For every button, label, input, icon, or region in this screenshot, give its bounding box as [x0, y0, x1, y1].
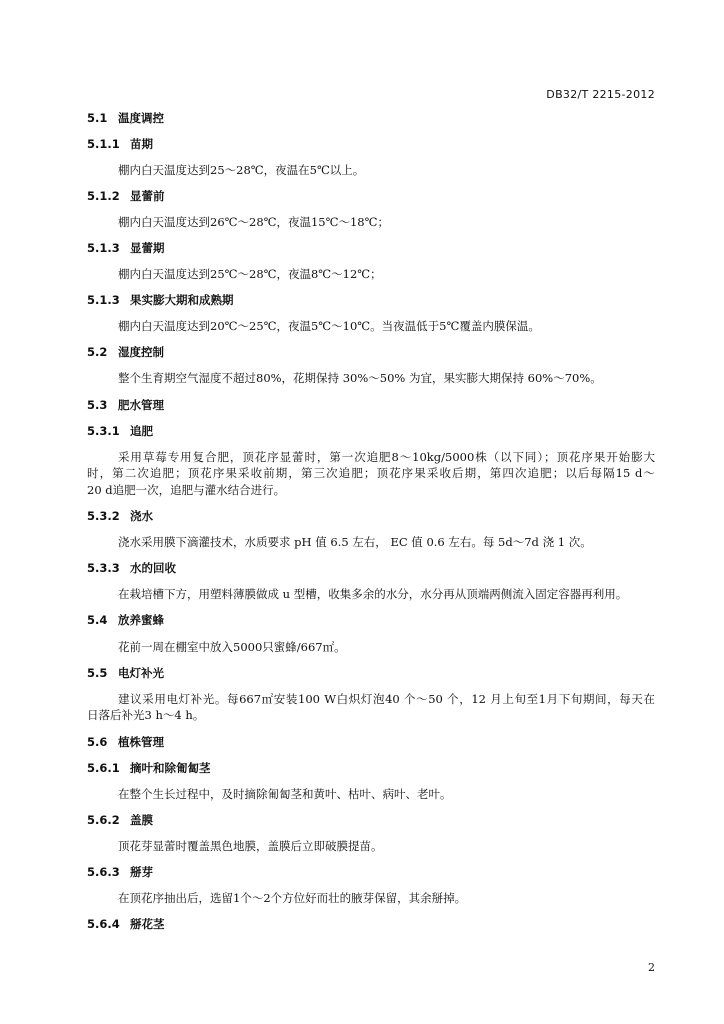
- heading-5-6-4: [87, 917, 165, 931]
- heading-5-3-3: [87, 561, 176, 575]
- heading-number: 5.1: [87, 111, 108, 125]
- heading-5-1-3-fruit-stage: [87, 293, 234, 307]
- heading-title: 放养蜜蜂: [118, 613, 164, 627]
- heading-5-6: [87, 735, 164, 749]
- heading-number: 5.5: [87, 666, 108, 680]
- paragraph: 在整个生长过程中，及时摘除匍匐茎和黄叶、枯叶、病叶、老叶。: [118, 787, 452, 801]
- heading-title: 显蕾期: [130, 241, 165, 255]
- heading-number: 5.6.2: [87, 813, 120, 827]
- heading-title: 掰芽: [130, 865, 153, 879]
- heading-number: 5.3: [87, 398, 108, 412]
- page-number: 2: [648, 961, 655, 974]
- heading-5-1-1: [87, 137, 153, 151]
- heading-5-2: [87, 345, 164, 359]
- heading-title: 摘叶和除匍匐茎: [130, 761, 211, 775]
- heading-title: 植株管理: [118, 735, 164, 749]
- paragraph: 棚内白天温度达到26℃～28℃，夜温15℃～18℃；: [118, 215, 389, 229]
- heading-number: 5.6: [87, 735, 108, 749]
- heading-5-6-1: [87, 761, 211, 775]
- paragraph: 浇水采用膜下滴灌技术，水质要求 pH 值 6.5 左右， EC 值 0.6 左右。每 5d～7d 浇 1 次。: [118, 535, 592, 549]
- heading-number: 5.3.3: [87, 561, 120, 575]
- paragraph: 棚内白天温度达到25～28℃，夜温在5℃以上。: [118, 163, 365, 177]
- paragraph-line: 采用草莓专用复合肥，顶花序显蕾时，第一次追肥8～10kg/5000株（以下同）；顶花序果开始膨大: [118, 450, 655, 464]
- heading-number: 5.6.1: [87, 761, 120, 775]
- paragraph-line: 日落后补光3 h～4 h。: [87, 708, 205, 722]
- heading-title: 电灯补光: [118, 666, 164, 680]
- heading-number: 5.6.3: [87, 865, 120, 879]
- heading-number: 5.1.3: [87, 293, 120, 307]
- heading-title: 浇水: [130, 509, 153, 523]
- paragraph: 棚内白天温度达到25℃～28℃，夜温8℃～12℃；: [118, 267, 382, 281]
- heading-5-6-3: [87, 865, 153, 879]
- paragraph: 整个生育期空气湿度不超过80%，花期保持 30%～50% 为宜，果实膨大期保持 60%～70%。: [118, 371, 602, 385]
- paragraph: 在顶花序抽出后，选留1个～2个方位好而壮的腋芽保留，其余掰掉。: [118, 891, 467, 905]
- paragraph-line: 20 d追肥一次，追肥与灌水结合进行。: [87, 483, 286, 497]
- paragraph: 棚内白天温度达到20℃～25℃，夜温5℃～10℃。当夜温低于5℃覆盖内膜保温。: [118, 319, 540, 333]
- heading-number: 5.1.1: [87, 137, 120, 151]
- heading-5-3-1: [87, 424, 153, 438]
- heading-title: 果实膨大期和成熟期: [130, 293, 234, 307]
- heading-5-3: [87, 398, 164, 412]
- heading-5-6-2: [87, 813, 153, 827]
- heading-5-4: [87, 613, 164, 627]
- heading-number: 5.2: [87, 345, 108, 359]
- paragraph-line: 时，第二次追肥；顶花序果采收前期，第三次追肥；顶花序果采收后期，第四次追肥；以后每隔15 d～: [87, 466, 655, 480]
- document-code-header: DB32/T 2215-2012: [546, 88, 655, 101]
- heading-title: 肥水管理: [118, 398, 164, 412]
- heading-title: 水的回收: [130, 561, 176, 575]
- heading-5-1: [87, 111, 164, 125]
- heading-title: 湿度控制: [118, 345, 164, 359]
- paragraph: 顶花芽显蕾时覆盖黑色地膜，盖膜后立即破膜提苗。: [118, 839, 383, 853]
- heading-title: 掰花茎: [130, 917, 165, 931]
- heading-number: 5.3.1: [87, 424, 120, 438]
- paragraph-line: 建议采用电灯补光。每667㎡安装100 W白炽灯泡40 个～50 个，12 月上旬至1月下旬期间，每天在: [118, 692, 655, 706]
- heading-5-5: [87, 666, 164, 680]
- paragraph: 花前一周在棚室中放入5000只蜜蜂/667㎡。: [118, 640, 346, 654]
- heading-title: 温度调控: [118, 111, 164, 125]
- heading-number: 5.1.2: [87, 189, 120, 203]
- heading-title: 显蕾前: [130, 189, 165, 203]
- heading-title: 苗期: [130, 137, 153, 151]
- heading-number: 5.6.4: [87, 917, 120, 931]
- heading-title: 追肥: [130, 424, 153, 438]
- heading-5-1-2: [87, 189, 165, 203]
- heading-number: 5.4: [87, 613, 108, 627]
- heading-5-3-2: [87, 509, 153, 523]
- heading-number: 5.3.2: [87, 509, 120, 523]
- heading-number: 5.1.3: [87, 241, 120, 255]
- paragraph: 在栽培槽下方，用塑料薄膜做成 u 型槽，收集多余的水分，水分再从顶端两侧流入固定容器再利用。: [118, 587, 628, 601]
- heading-5-1-3-bud-stage: [87, 241, 165, 255]
- heading-title: 盖膜: [130, 813, 153, 827]
